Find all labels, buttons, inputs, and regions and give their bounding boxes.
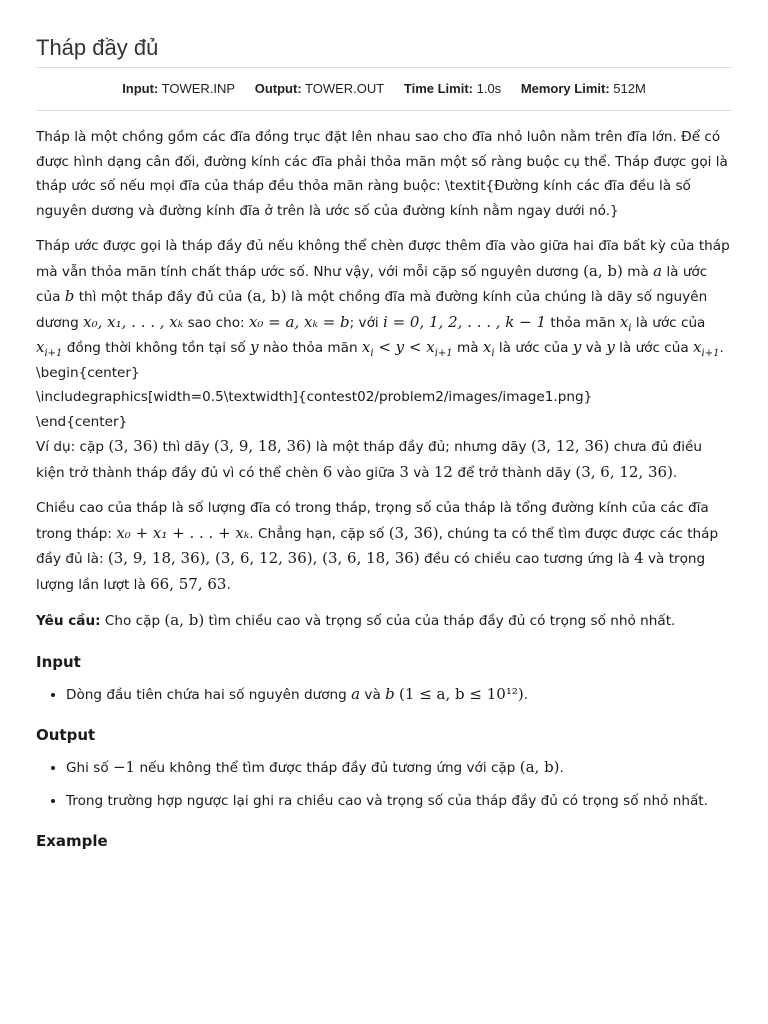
output-heading: Output [36,726,96,744]
input-heading: Input [36,652,81,671]
output-list [36,755,732,813]
list-item: • Ghi số −1 nếu không thể tìm được tháp đầy đủ tương ứng với cặp (a, b). [66,755,732,781]
paragraph-definition: Tháp ước được gọi là tháp đầy đủ nếu không thể chèn được thêm đĩa vào giữa hai đĩa bất kỳ của tháp mà vẫn thỏa mãn tính chất tháp ước số. Như vậy, với mỗi cặp số nguyên dương (a, b) mà a là ước của b thì một tháp đầy đủ của (a, b) là một chồng đĩa mà đường kính của chúng là dãy số nguyên dương x₀, x₁, . . . , xₖ sao cho: x₀ = a, xₖ = b; với i = 0, 1, 2, . . . , k − 1 thỏa mãn $x_i$ là ước của $x_{i+1}$ đồng thời không tồn tại số y nào thỏa mãn $x_i < y < x_{i+1}$ mà $x_i$ là ước của y và y là ước của $x_{i+1}$. \begin{center} \includegraphics[width=0.5\textwidth]{contest02/problem2/images/image1.png} \end{center} Ví dụ: cặp (3, 36) thì dãy (3, 9, 18, 36) là một tháp đầy đủ; nhưng dãy (3, 12, 36) chưa đủ điều kiện trở thành tháp đầy đủ vì có thể chèn 6 vào giữa 3 và 12 để trở thành dãy (3, 6, 12, 36). [36,238,730,481]
example-heading: Example [36,832,108,850]
paragraph-height-weight: Chiều cao của tháp là số lượng đĩa có trong tháp, trọng số của tháp là tổng đường kính của các đĩa trong tháp: x₀ + x₁ + . . . + xₖ. Chẳng hạn, cặp số (3, 36), chúng ta có thể tìm được được các tháp đầy đủ là: (3, 9, 18, 36), (3, 6, 12, 36), (3, 6, 18, 36) đều có chiều cao tương ứng là 4 và trọng lượng lần lượt là 66, 57, 63. [36,500,719,593]
page-title: Tháp đầy đủ [36,35,159,60]
paragraph-intro: Tháp là một chồng gồm các đĩa đồng trục đặt lên nhau sao cho đĩa nhỏ luôn nằm trên đĩa lớn. Để có được hình dạng cân đối, đường kính các đĩa phải thỏa mãn một số ràng buộc cụ thể. Tháp được gọi là tháp ước số nếu mọi đĩa của tháp đều thỏa mãn ràng buộc: \textit{Đường kính các đĩa đều là số nguyên dương và đường kính đĩa ở trên là ước số của đường kính nằm ngay dưới nó.} [36,129,728,219]
paragraph-requirement: Yêu cầu: Cho cặp (a, b) tìm chiều cao và trọng số của của tháp đầy đủ có trọng số nhỏ nhất. [36,611,676,629]
limits-bar [36,68,732,110]
input-list [36,682,732,708]
output-file: Output: TOWER.OUT [254,81,385,96]
list-item: • Trong trường hợp ngược lại ghi ra chiều cao và trọng số của tháp đầy đủ có trọng số nhỏ nhất. [66,789,732,814]
time-limit: Time Limit: 1.0s [403,81,502,96]
memory-limit: Memory Limit: 512M [520,81,646,96]
input-file: Input: TOWER.INP [122,81,236,96]
problem-statement [36,111,732,853]
list-item: • Dòng đầu tiên chứa hai số nguyên dương a và b (1 ≤ a, b ≤ 10¹²). [66,682,732,708]
